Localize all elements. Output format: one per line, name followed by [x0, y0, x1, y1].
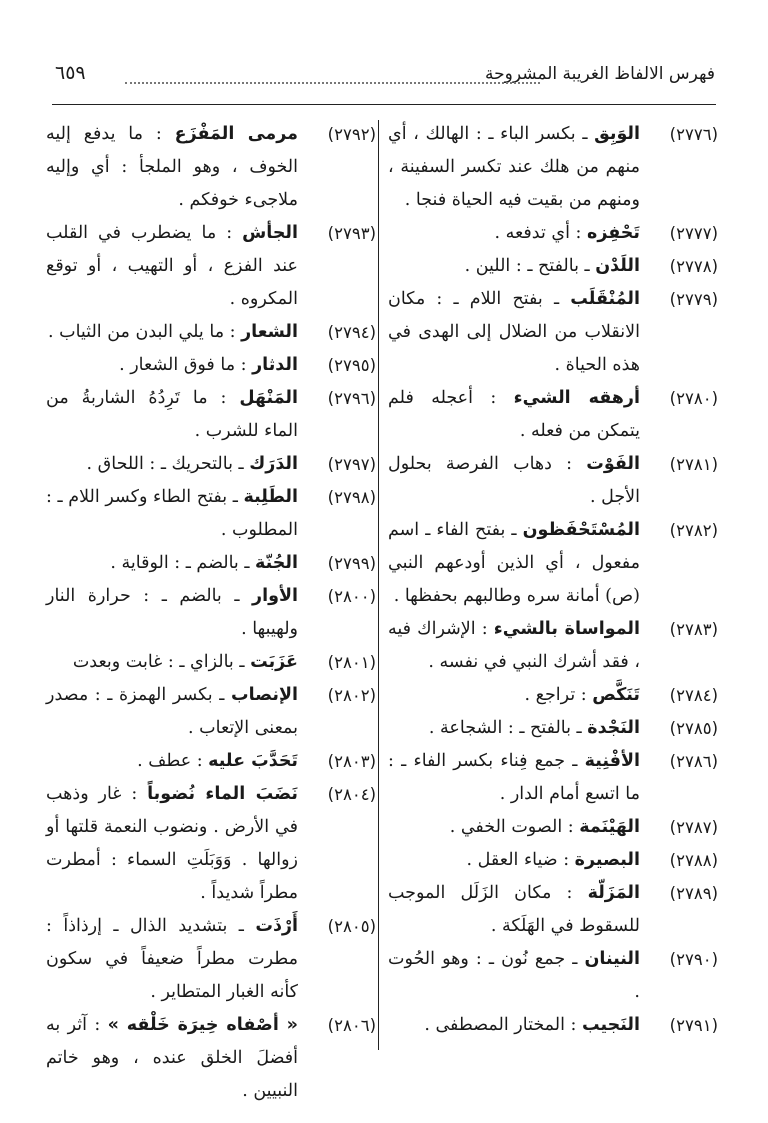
entry-headword: الوَبِق	[594, 124, 640, 144]
entry-number: (٢٧٩٤)	[327, 323, 376, 342]
entry-number: (٢٧٨٠)	[669, 389, 718, 408]
entry-headword: أَرْذَت	[255, 916, 298, 936]
glossary-entry	[46, 679, 376, 745]
entry-number: (٢٨٠٢)	[327, 686, 376, 705]
entry-headword: الشعار	[241, 322, 298, 342]
entry-definition: ـ بالفتح ـ : اللين .	[464, 256, 596, 276]
entry-number: (٢٧٩٣)	[327, 224, 376, 243]
entry-headword: تَنَكَّص	[592, 685, 640, 705]
entry-definition: ـ بالضم ـ : حرارة النار ولهيبها .	[46, 586, 298, 639]
glossary-entry	[388, 712, 718, 745]
entry-definition: : ما تَرِدُهُ الشاربةُ من الماء للشرب .	[46, 388, 298, 441]
entry-headword: اللَدْن	[595, 256, 640, 276]
entry-number: (٢٧٨٩)	[669, 884, 718, 903]
entry-number: (٢٨٠٥)	[327, 917, 376, 936]
glossary-entry	[388, 679, 718, 712]
entry-headword: تَحَدَّبَ عليه	[208, 751, 298, 771]
glossary-entry	[46, 481, 376, 547]
entry-definition: ـ بالزاي ـ : غابت وبعدت	[72, 652, 251, 672]
entry-number: (٢٧٧٨)	[669, 257, 718, 276]
entry-number: (٢٧٨١)	[669, 455, 718, 474]
entry-number: (٢٧٩١)	[669, 1016, 718, 1035]
glossary-entry	[388, 514, 718, 613]
entry-number: (٢٧٨٥)	[669, 719, 718, 738]
entry-headword: المُسْتَحْفَظون	[522, 520, 640, 540]
glossary-entry	[46, 910, 376, 1009]
entry-headword: المُنْقَلَب	[570, 289, 640, 309]
entry-definition: : ما يلي البدن من الثياب .	[47, 322, 242, 342]
entry-number: (٢٧٩٩)	[327, 554, 376, 573]
entry-number: (٢٧٩٢)	[327, 125, 376, 144]
running-title: فهرس الالفاظ الغريبة المشروحة	[485, 64, 715, 84]
entry-headword: نَضَبَ الماء نُضوباً	[147, 784, 298, 804]
glossary-entry	[388, 877, 718, 943]
entry-headword: الأوار	[252, 586, 298, 606]
entry-definition: ـ بكسر الهمزة ـ : مصدر بمعنى الإتعاب .	[46, 685, 298, 738]
entry-definition: : غار وذهب في الأرض . ونضوب النعمة قلتها أو زوالها . وَوَبَلَتِ السماء : أمطرت مطراً شديداً .	[46, 784, 298, 903]
entry-headword: الفَوْت	[586, 454, 640, 474]
entry-definition: : الإشراك فيه ، فقد أشرك النبي في نفسه .	[388, 619, 640, 672]
glossary-entry	[46, 118, 376, 217]
entry-number: (٢٨٠٣)	[327, 752, 376, 771]
entry-number: (٢٧٧٦)	[669, 125, 718, 144]
entry-definition: : ضياء العقل .	[466, 850, 575, 870]
entry-number: (٢٧٩٦)	[327, 389, 376, 408]
glossary-entry	[46, 217, 376, 316]
entry-headword: الإنصاب	[230, 685, 298, 705]
entry-definition: ـ بالتحريك ـ : اللحاق .	[86, 454, 250, 474]
entry-headword: الجُنّة	[255, 553, 298, 573]
entry-headword: أرهقه الشيء	[513, 388, 640, 408]
entry-headword: الدَرَك	[249, 454, 298, 474]
entry-headword: النَجيب	[582, 1015, 640, 1035]
glossary-entry	[388, 844, 718, 877]
entry-definition: : أعجله فلم يتمكن من فعله .	[388, 388, 640, 441]
entry-definition: : ما يدفع إليه الخوف ، وهو الملجأ : أي وإليه ملاجىء خوفكم .	[46, 124, 298, 210]
entry-number: (٢٧٩٥)	[327, 356, 376, 375]
entry-number: (٢٧٧٧)	[669, 224, 718, 243]
header-rule	[52, 104, 716, 105]
entry-headword: مرمى المَفْزَع	[174, 124, 298, 144]
entry-number: (٢٨٠٤)	[327, 785, 376, 804]
glossary-entry	[388, 118, 718, 217]
entry-number: (٢٧٨٣)	[669, 620, 718, 639]
glossary-entry	[46, 316, 376, 349]
glossary-entry	[46, 646, 376, 679]
entry-number: (٢٧٩٧)	[327, 455, 376, 474]
entry-number: (٢٧٨٨)	[669, 851, 718, 870]
entry-headword: الطَلِبة	[243, 487, 298, 507]
entry-number: (٢٨٠١)	[327, 653, 376, 672]
entry-headword: تَحْفِزه	[587, 223, 640, 243]
entry-headword: الجأش	[242, 223, 298, 243]
right-column	[388, 118, 718, 1042]
left-column	[46, 118, 376, 1108]
glossary-entry	[46, 580, 376, 646]
entry-headword: البصيرة	[574, 850, 640, 870]
entry-headword: « أصْفاه خِيرَة خَلْقه »	[107, 1015, 298, 1035]
entry-headword: المَنْهَل	[239, 388, 298, 408]
glossary-entry	[46, 778, 376, 910]
entry-headword: عَزَبَت	[250, 652, 298, 672]
glossary-entry	[388, 250, 718, 283]
entry-definition: : دهاب الفرصة بحلول الأجل .	[388, 454, 640, 507]
entry-headword: الهَيْنَمة	[579, 817, 640, 837]
entry-definition: : أي تدفعه .	[494, 223, 587, 243]
entry-headword: المَزَلّة	[587, 883, 640, 903]
glossary-entry	[388, 745, 718, 811]
glossary-entry	[388, 217, 718, 250]
glossary-entry	[46, 448, 376, 481]
entry-definition: : تراجع .	[524, 685, 593, 705]
entry-number: (٢٨٠٠)	[327, 587, 376, 606]
entry-number: (٢٧٧٩)	[669, 290, 718, 309]
entry-definition: : المختار المصطفى .	[424, 1015, 582, 1035]
glossary-entry	[46, 745, 376, 778]
entry-definition: ـ بكسر الباء ـ : الهالك ، أي منهم من هلك عند تكسر السفينة ، ومنهم من بقيت فيه الحياة فنجا .	[388, 124, 640, 210]
entry-definition: : مكان الزَلَل الموجب للسقوط في الهَلَكة .	[388, 883, 640, 936]
page-number: ٦٥٩	[55, 62, 86, 84]
glossary-entry	[388, 811, 718, 844]
column-divider	[378, 120, 379, 1050]
glossary-entry	[388, 448, 718, 514]
entry-definition: ـ بالفتح ـ : الشجاعة .	[428, 718, 588, 738]
entry-headword: المواساة بالشيء	[493, 619, 640, 639]
glossary-entry	[388, 283, 718, 382]
entry-number: (٢٧٩٠)	[669, 950, 718, 969]
glossary-entry	[388, 1009, 718, 1042]
entry-definition: : الصوت الخفي .	[449, 817, 580, 837]
glossary-entry	[46, 547, 376, 580]
glossary-entry	[46, 382, 376, 448]
leader-dots	[125, 82, 540, 84]
entry-definition: ـ بفتح اللام ـ : مكان الانقلاب من الضلال إلى الهدى في هذه الحياة .	[388, 289, 640, 375]
entry-number: (٢٧٩٨)	[327, 488, 376, 507]
glossary-entry	[46, 1009, 376, 1108]
entry-definition: : ما فوق الشعار .	[119, 355, 253, 375]
entry-definition: : آثر به أفضلَ الخلق عنده ، وهو خاتم النبيين .	[46, 1015, 298, 1101]
entry-definition: ـ بتشديد الذال ـ إرذاذاً : مطرت مطراً ضعيفاً في سكون كأنه الغبار المتطاير .	[46, 916, 298, 1002]
entry-number: (٢٧٨٦)	[669, 752, 718, 771]
page-header	[55, 60, 715, 100]
entry-number: (٢٧٨٢)	[669, 521, 718, 540]
entry-definition: : عطف .	[137, 751, 209, 771]
entry-number: (٢٨٠٦)	[327, 1016, 376, 1035]
glossary-entry	[46, 349, 376, 382]
entry-number: (٢٧٨٤)	[669, 686, 718, 705]
entry-definition: ـ جمع نُون ـ : وهو الحُوت .	[388, 949, 640, 1002]
entry-definition: ـ بفتح الفاء ـ اسم مفعول ، أي الذين أودعهم النبي (ص) أمانة سره وطالبهم بحفظها .	[388, 520, 640, 606]
entry-definition: : ما يضطرب في القلب عند الفزع ، أو التهيب ، أو توقع المكروه .	[46, 223, 298, 309]
entry-headword: النَجْدة	[587, 718, 640, 738]
entry-headword: الأفْنِية	[584, 751, 640, 771]
entry-definition: ـ بفتح الطاء وكسر اللام ـ : المطلوب .	[46, 487, 298, 540]
entry-definition: ـ جمع فِناء بكسر الفاء ـ : ما اتسع أمام الدار .	[388, 751, 640, 804]
entry-definition: ـ بالضم ـ : الوقاية .	[110, 553, 256, 573]
entry-headword: النينان	[584, 949, 640, 969]
entry-headword: الدثار	[252, 355, 298, 375]
glossary-entry	[388, 613, 718, 679]
entry-number: (٢٧٨٧)	[669, 818, 718, 837]
glossary-entry	[388, 943, 718, 1009]
glossary-entry	[388, 382, 718, 448]
